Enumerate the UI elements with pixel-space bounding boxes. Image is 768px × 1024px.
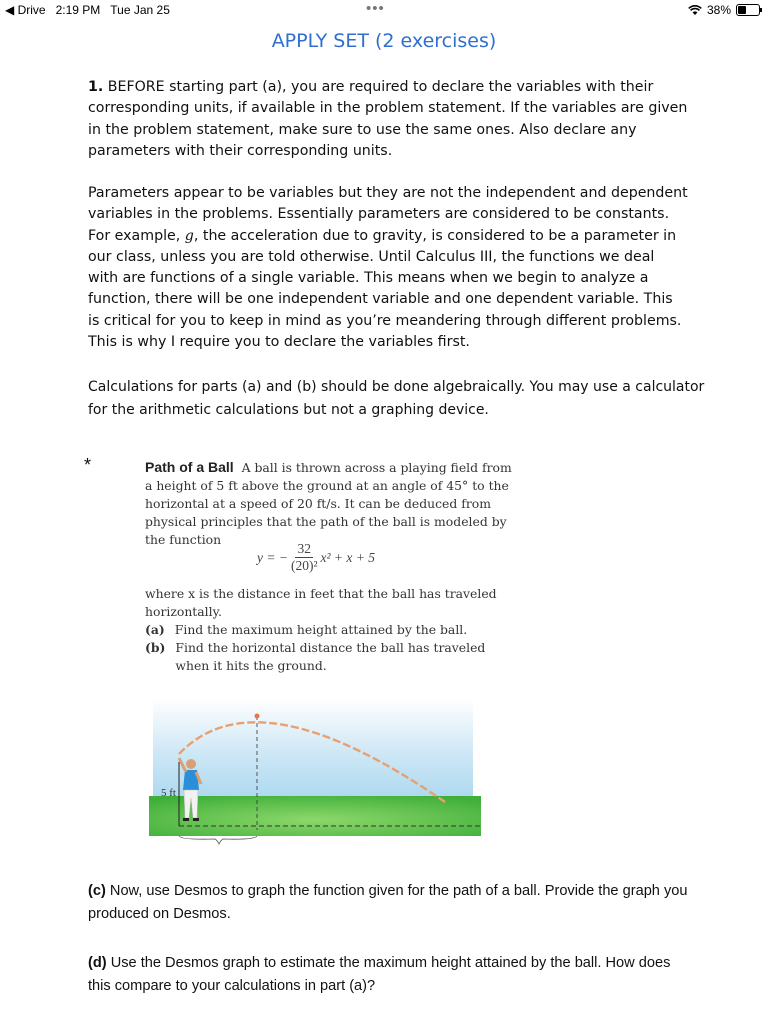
textbook-problem xyxy=(145,459,520,549)
question-d-label: (d) xyxy=(88,955,107,971)
formula-fraction xyxy=(291,541,318,574)
part-b xyxy=(145,639,520,675)
part-b-label: (b) xyxy=(145,639,166,655)
paragraph-1-text: BEFORE starting part (a), you are required to declare the variables with their corresponding units, if available in the problem statement. If the variables are given in the problem statement, make sure to use the same ones. Also declare any parameters with their corresponding units. xyxy=(88,79,688,159)
brace-icon xyxy=(179,836,257,844)
problem-heading: Path of a Ball xyxy=(145,459,234,475)
problem-intro: A ball is thrown across a playing field from a height of 5 ft above the ground at an angle of 45° to the horizontal at a speed of 20 ft/s. It can be deduced from physical principles that the path of the ball is modeled by the function xyxy=(145,460,512,547)
battery-icon xyxy=(736,4,760,16)
status-date: Tue Jan 25 xyxy=(110,3,170,17)
asterisk-marker: * xyxy=(84,455,92,475)
part-a xyxy=(145,621,520,639)
page-title: APPLY SET (2 exercises) xyxy=(271,30,497,52)
problem-where-text: where x is the distance in feet that the ball has traveled horizontally. xyxy=(145,586,497,619)
question-c-label: (c) xyxy=(88,883,106,899)
variable-g: g xyxy=(184,227,194,244)
battery-percent: 38% xyxy=(706,3,731,17)
ball-icon xyxy=(255,714,260,719)
status-time: 2:19 PM xyxy=(55,3,101,17)
status-bar xyxy=(0,0,768,20)
multitasking-dots[interactable]: ••• xyxy=(366,0,385,17)
formula-denominator: (20)² xyxy=(290,558,318,573)
part-a-text: Find the maximum height attained by the ball. xyxy=(174,621,468,637)
ball-path-illustration xyxy=(145,692,485,850)
back-to-drive-link[interactable]: ◀ Drive xyxy=(5,3,46,17)
paragraph-2-text-end: , the acceleration due to gravity, is considered to be a parameter in our class, unless you are told otherwise. Until Calculus III, the functions we deal with are functions of a single variable. This means when we begin to analyze a function, there will be one independent variable and one dependent variable. This is critical for you to keep in mind as you’re meandering through different problems. This is why I require you to declare the variables first. xyxy=(88,227,682,351)
formula-lhs: y = − xyxy=(257,549,288,565)
grass-field xyxy=(149,796,481,836)
paragraph-2-text-start: Parameters appear to be variables but they are not the independent and dependent variables in the problems. Essentially parameters are considered to be constants. For example, xyxy=(88,185,688,244)
paragraph-parameters xyxy=(88,183,688,353)
textbook-parts xyxy=(145,585,520,675)
question-d xyxy=(88,952,688,998)
paragraph-calculations: Calculations for parts (a) and (b) should be done algebraically. You may use a calculator for the arithmetic calculations but not a graphing device. xyxy=(88,379,705,418)
question-c-text: Now, use Desmos to graph the function given for the path of a ball. Provide the graph you produced on Desmos. xyxy=(88,883,688,922)
wifi-icon xyxy=(688,5,702,16)
part-b-text: Find the horizontal distance the ball has traveled when it hits the ground. xyxy=(175,639,486,673)
formula-numerator: 32 xyxy=(297,541,311,556)
formula-rhs: x² + x + 5 xyxy=(320,549,376,565)
exercise-number: 1. xyxy=(88,79,104,95)
question-c xyxy=(88,880,688,926)
part-a-label: (a) xyxy=(145,621,165,637)
path-formula xyxy=(257,541,375,574)
paragraph-declare-variables xyxy=(88,77,688,162)
question-d-text: Use the Desmos graph to estimate the maximum height attained by the ball. How does this compare to your calculations in part (a)? xyxy=(88,955,671,994)
height-label: 5 ft xyxy=(161,787,176,799)
